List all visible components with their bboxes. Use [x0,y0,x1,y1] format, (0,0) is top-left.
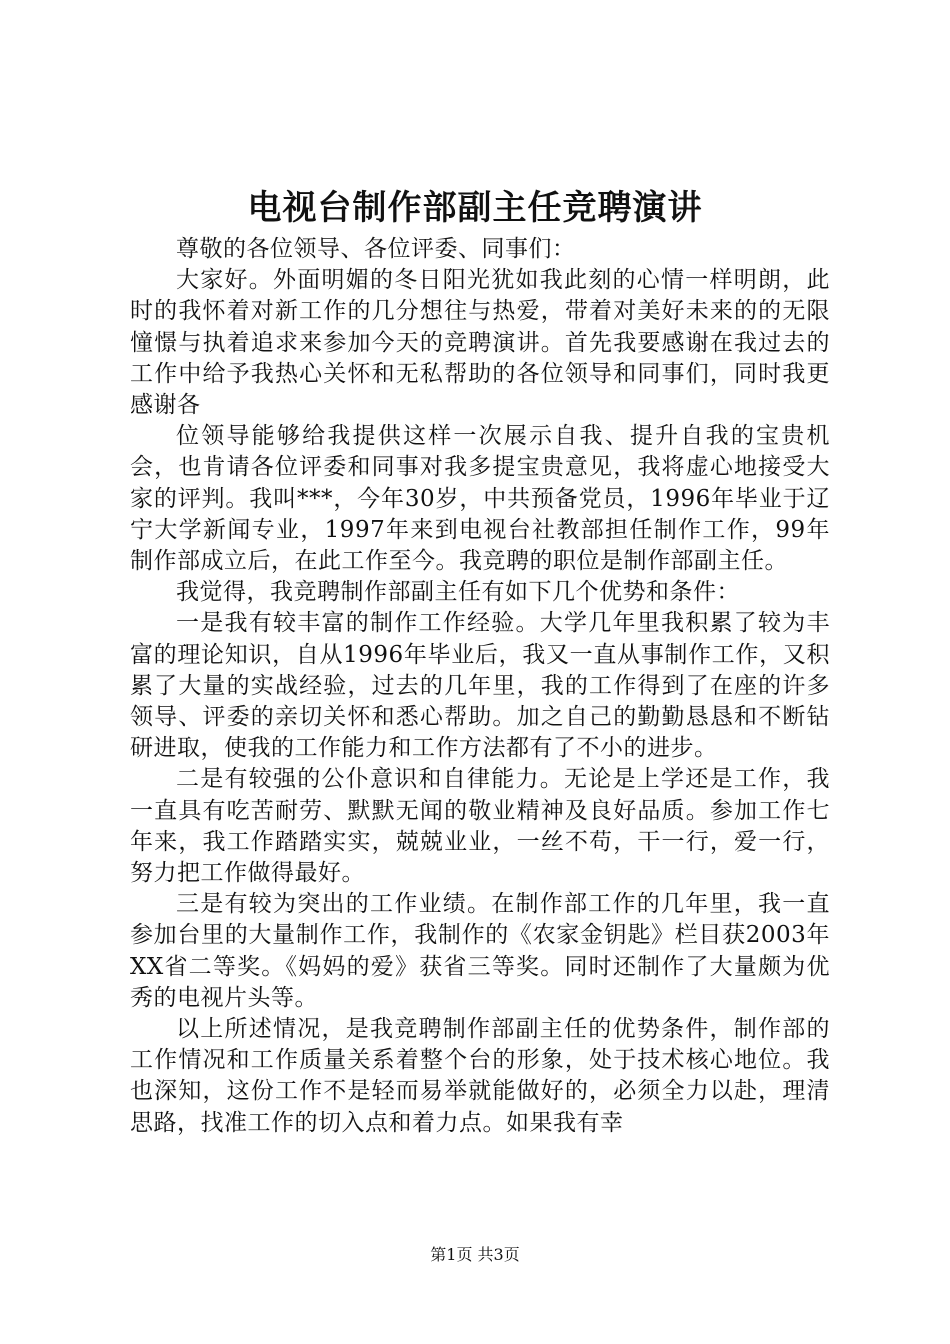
paragraph-advantage-two: 二是有较强的公仆意识和自律能力。无论是上学还是工作，我一直具有吃苦耐劳、默默无闻的敬业精神及良好品质。参加工作七年来，我工作踏踏实实，兢兢业业，一丝不苟，干一行，爱一行，努力把工作做得最好。 [130,766,830,887]
paragraph-summary: 以上所述情况，是我竞聘制作部副主任的优势条件，制作部的工作情况和工作质量关系着整个台的形象，处于技术核心地位。我也深知，这份工作不是轻而易举就能做好的，必须全力以赴，理清思路，找准工作的切入点和着力点。如果我有幸 [130,1016,830,1136]
paragraph-greeting: 大家好。外面明媚的冬日阳光犹如我此刻的心情一样明朗，此时的我怀着对新工作的几分想往与热爱，带着对美好未来的的无限憧憬与执着追求来参加今天的竞聘演讲。首先我要感谢在我过去的工作中给予我热心关怀和无私帮助的各位领导和同事们，同时我更感谢各 [130,267,830,419]
page-indicator: 第1页 共3页 [430,1245,520,1264]
paragraph-salutation: 尊敬的各位领导、各位评委、同事们： [176,236,576,262]
paragraph-advantage-three: 三是有较为突出的工作业绩。在制作部工作的几年里，我一直参加台里的大量制作工作，我制作的《农家金钥匙》栏目获2003年XX省二等奖。《妈妈的爱》获省三等奖。同时还制作了大量颇为优秀的电视片头等。 [130,891,830,1011]
document-title: 电视台制作部副主任竞聘演讲 [247,188,703,228]
paragraph-introduction: 位领导能够给我提供这样一次展示自我、提升自我的宝贵机会，也肯请各位评委和同事对我多提宝贵意见，我将虚心地接受大家的评判。我叫***，今年30岁，中共预备党员，1996年毕业于辽宁大学新闻专业，1997年来到电视台社教部担任制作工作，99年制作部成立后，在此工作至今。我竞聘的职位是制作部副主任。 [130,423,830,575]
document-body [130,234,830,1139]
paragraph-advantages-intro: 我觉得，我竞聘制作部副主任有如下几个优势和条件： [176,579,740,606]
paragraph-advantage-one: 一是我有较丰富的制作工作经验。大学几年里我积累了较为丰富的理论知识，自从1996年毕业后，我又一直从事制作工作，又积累了大量的实战经验，过去的几年里，我的工作得到了在座的许多领导、评委的亲切关怀和悉心帮助。加之自己的勤勤恳恳和不断钻研进取，使我的工作能力和工作方法都有了不小的进步。 [130,610,830,762]
